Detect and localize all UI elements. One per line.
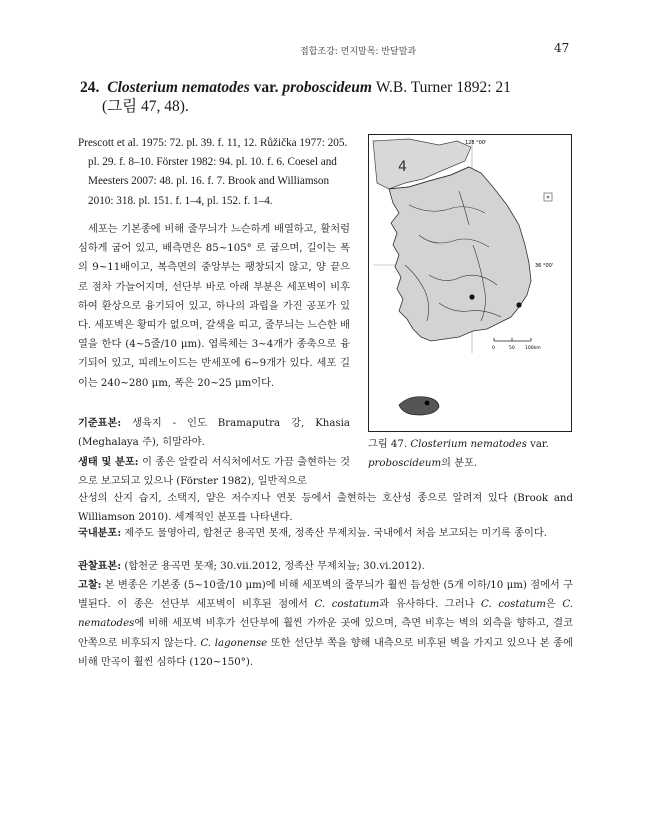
type-specimen-text: 생육지 - 인도 Bramaputra 강, Khasia (Meghalaya 주), 히말라야. [78,418,350,449]
domestic-text: 제주도 물영아리, 합천군 용곡면 못재, 정족산 무제치늪. 국내에서 처음 보고되는 미기록 종이다. [121,528,547,539]
remarks-species-3: C. nematodes [78,599,573,630]
scale-label-100: 100km [525,346,541,351]
occurrence-point [425,401,430,406]
variety-name: proboscideum [282,79,372,96]
ecology-continued [78,489,573,527]
remarks-text-1: 본 변종은 기본종 (5~10줄/10 μm)에 비해 세포벽의 줄무늬가 훨씬 듬성한 (5개 이하/10 μm) 점에서 구별된다. 이 종은 선단부 세포벽이 비후된 점에서 [78,580,573,611]
caption-var: var. [530,439,549,450]
remarks-species-4: C. lagonense [200,637,268,649]
remarks-label: 고찰: [78,579,102,591]
remarks-text-4: 에 비해 세포벽 비후가 선단부에 훨씬 가까운 곳에 있으며, 측면 비후는 벽의 외측을 향하고, 결코 안쪽으로 비후되지 않는다. [78,618,573,649]
var-label: var. [253,79,279,96]
type-specimen-label: 기준표본: [78,417,122,429]
scale-label-50: 50 [509,346,515,351]
reference-text: Prescott et al. 1975: 72. pl. 39. f. 11, 12. Růžička 1977: 205. pl. 29. f. 8–10. Förster 1982: 94. pl. 10. f. 6. Coesel and Meesters 2007: 48. pl. 16. f. 7. Brook and Williamson 2010: 318. pl. 151. f. 1–4, pl. 152. f. 1–4. [78,137,348,207]
scale-label-0: 0 [492,346,495,351]
remarks-species-2: C. costatum [481,599,546,611]
region-number-label: 4 [398,159,407,175]
distribution-map [368,134,572,432]
species-name: Closterium nematodes [107,79,250,96]
remarks-section [78,576,573,672]
caption-species: Closterium nematodes [410,439,527,450]
page-number: 47 [554,41,570,55]
species-number: 24. [80,79,100,96]
island-shape [547,196,550,199]
running-header: 접합조강: 먼지말목: 반달말과 [300,47,417,57]
caption-prefix: 그림 47. [368,439,408,450]
remarks-text-5: 또한 선단부 쪽을 향해 내측으로 비후된 벽을 가지고 있으나 본 종에 비해 만곡이 훨씬 심하다 (120~150°). [78,637,573,668]
remarks-text-2: 과 유사하다. 그러나 [379,599,482,611]
domestic-label: 국내분포: [78,527,122,539]
examined-text: (합천군 용곡면 못재; 30.vii.2012, 정족산 무제치늪; 30.vi.2012). [121,561,425,572]
remarks-text-3: 은 [545,599,563,611]
caption-suffix: 의 분포. [441,458,478,470]
ecology-text-b: 산성의 산지 습지, 소택지, 얕은 저수지나 연못 등에서 출현하는 호산성 종으로 알려져 있다 (Brook and Williamson 2010). 세계적인 분포를 나타낸다. [78,493,573,524]
occurrence-point [516,302,521,307]
reference-list [78,134,350,211]
map-svg [369,135,571,431]
domestic-distribution-section [78,524,573,543]
examined-specimen-section [78,557,573,576]
description-text: 세포는 기본종에 비해 줄무늬가 느슨하게 배열하고, 활처럼 심하게 굽어 있고, 배측면은 85~105° 로 굽으며, 길이는 폭의 9~11배이고, 복측면의 중앙부는 팽창되지 않고, 양 끝으로 점차 가늘어지며, 선단부 바로 아래 부분은 세포벽이 비후하여 환상으로 융기되어 있고, 하나의 과립을 가진 공포가 있다. 세포벽은 황띠가 없으며, 갈색을 띠고, 줄무늬는 느슨한 배열을 한다 (4~5줄/10 μm). 엽록체는 3~4개가 종축으로 융기되어 있고, 피레노이드는 반세포에 6~9개가 있다. 세포 길이는 240~280 μm, 폭은 20~25 μm이다. [78,224,350,389]
ecology-section [78,453,350,491]
ecology-text-a: 이 종은 알칼리 서식처에서도 가끔 출현하는 것으로 보고되고 있으나 (Förster 1982), 일반적으로 [78,457,350,488]
description-block [78,220,350,393]
figure-reference: (그림 47, 48). [102,98,189,115]
remarks-species-1: C. costatum [314,599,380,611]
occurrence-point [469,294,474,299]
caption-variety: proboscideum [368,458,442,470]
longitude-label: 128 °00' [465,140,487,146]
type-specimen-section [78,414,350,452]
figure-caption [368,435,573,473]
ecology-label: 생태 및 분포: [78,456,139,468]
species-title [80,78,580,116]
species-author: W.B. Turner 1892: 21 [375,79,511,96]
latitude-label: 36 °00' [535,263,554,269]
jeju-island-shape [399,397,439,415]
examined-label: 관찰표본: [78,560,122,572]
